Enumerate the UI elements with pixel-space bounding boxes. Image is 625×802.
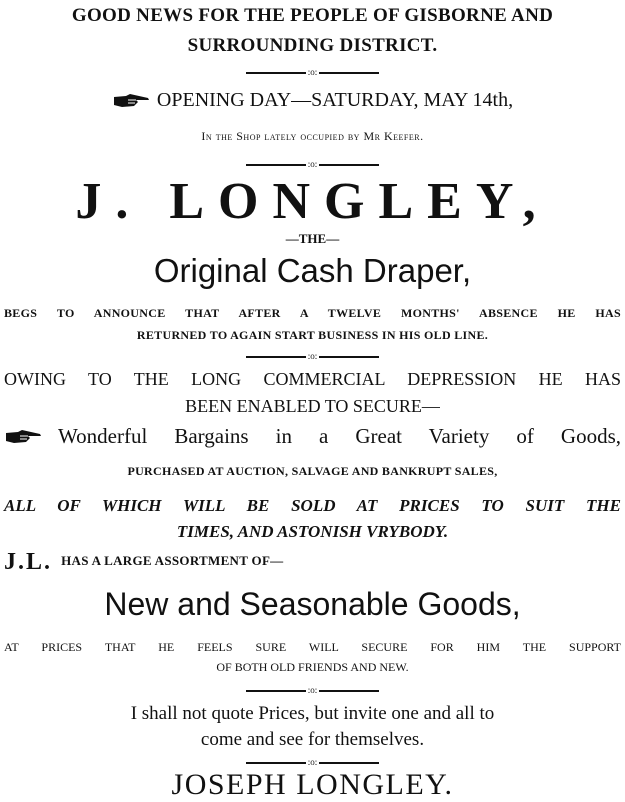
opening-day-text: OPENING DAY—SATURDAY, MAY 14th, [156,89,514,111]
signature: JOSEPH LONGLEY. [171,768,454,801]
pointing-hand-icon [4,429,44,445]
assortment-text: HAS A LARGE ASSORTMENT OF— [61,553,284,568]
bargains-line [0,426,625,447]
merchant-name: J. LONGLEY, [75,173,550,230]
announcement-line-2: RETURNED TO AGAIN START BUSINESS IN HIS OLD LINE. [136,328,489,342]
assortment-line [0,550,625,574]
depression-line-2: BEEN ENABLED TO SECURE— [185,396,440,416]
draper-title: Original Cash Draper, [153,252,472,289]
opening-line [0,90,625,110]
bargains-source: PURCHASED AT AUCTION, SALVAGE AND BANKRUPT SALES, [127,464,498,478]
headline-line-2: SURROUNDING DISTRICT. [187,35,438,56]
pointing-hand-icon [112,93,152,109]
depression-line-1: OWING TO THE LONG COMMERCIAL DEPRESSION HE HAS [4,369,621,389]
separator-1 [0,68,625,78]
support-line-1: AT PRICES THAT HE FEELS SURE WILL SECURE FOR HIM THE SUPPORT [4,640,621,654]
bargains-text: Wonderful Bargains in a Great Variety of Goods, [58,424,621,448]
invite-line-2: come and see for themselves. [200,729,425,750]
prices-line-1: ALL OF WHICH WILL BE SOLD AT PRICES TO SUIT THE [4,496,621,515]
shop-location: In the Shop lately occupied by Mr Keefer. [201,129,424,143]
announcement-line-1: BEGS TO ANNOUNCE THAT AFTER A TWELVE MONTHS' ABSENCE HE HAS [4,306,621,320]
separator-mark: :o: [307,67,318,77]
separator-5: :o: [0,758,625,768]
support-line-2: OF BOTH OLD FRIENDS AND NEW. [216,660,409,674]
separator-4: :o: [0,686,625,696]
separator-2: :o: [0,160,625,170]
initials: J.L. [4,549,53,575]
separator-3: :o: [0,352,625,362]
the-label: —THE— [285,231,340,246]
invite-line-1: I shall not quote Prices, but invite one and all to [130,703,495,724]
seasonable-goods: New and Seasonable Goods, [104,586,521,622]
headline-line-1: GOOD NEWS FOR THE PEOPLE OF GISBORNE AND [71,5,554,26]
prices-line-2: TIMES, AND ASTONISH VRYBODY. [176,522,449,541]
